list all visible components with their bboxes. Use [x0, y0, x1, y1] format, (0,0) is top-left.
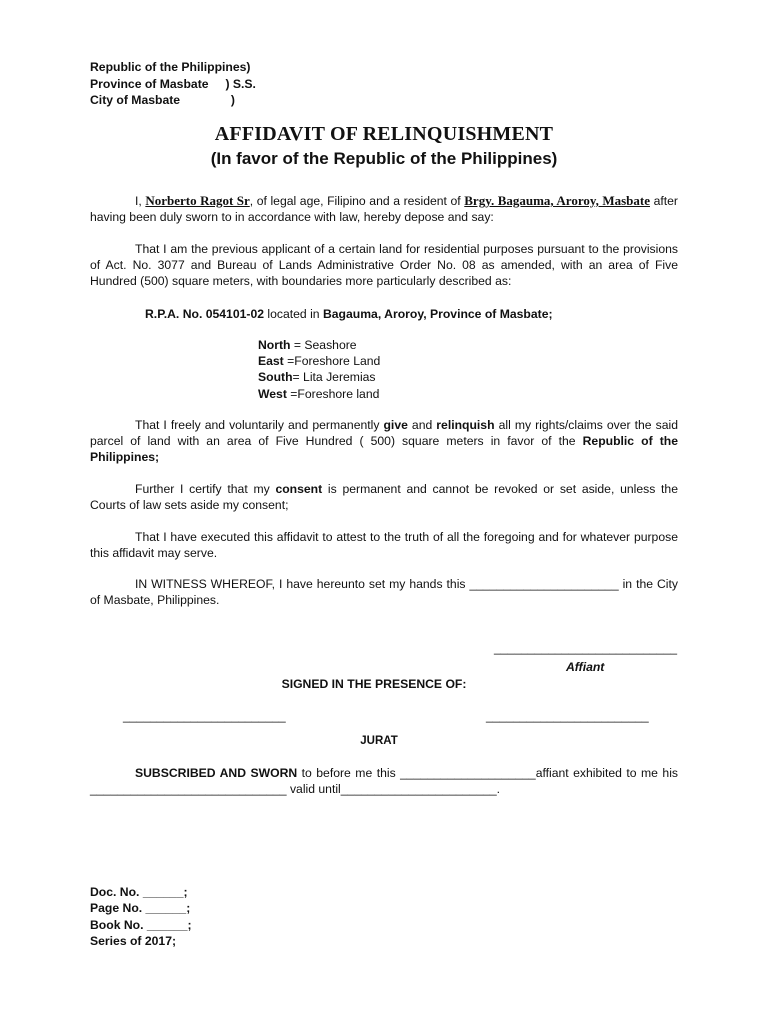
boundary-sep: =: [292, 370, 304, 385]
witness-signature-line-1: ________________________: [123, 709, 286, 723]
boundary-dir: South: [258, 370, 293, 385]
intro-paragraph: [90, 193, 678, 225]
republic-name: Republic of the Philippines;: [90, 434, 678, 464]
boundaries-list: [258, 337, 380, 402]
rpa-location: Bagauma, Aroroy, Province of Masbate;: [322, 307, 553, 321]
intro-text-1: I,: [135, 194, 146, 208]
give-text-a: That I freely and voluntarily and permanently: [135, 418, 384, 432]
boundary-value: Seashore: [304, 338, 357, 352]
venue-city: City of Masbate ): [90, 93, 235, 107]
affiant-name: Norberto Ragot Sr: [145, 193, 250, 208]
intro-text-2: , of legal age, Filipino and a resident of: [249, 194, 465, 208]
give-text-c: all my rights/claims over the said parcel of land with an area of Five Hundred ( 500) square meters in favor of the: [90, 418, 678, 448]
doc-no: Doc. No. ______;: [90, 885, 188, 899]
applicant-paragraph: That I am the previous applicant of a certain land for residential purposes pursuant to the provisions of Act. No. 3077 and Bureau of Lands Administrative Order No. 08 as amended, with an area of Five Hundred (500) square meters, with boundaries more particularly described as:: [90, 242, 678, 288]
subscribed-sworn: SUBSCRIBED AND SWORN: [135, 766, 298, 780]
series-year: Series of 2017;: [90, 933, 177, 948]
boundary-sep: =: [290, 338, 305, 352]
boundary-dir: North: [258, 338, 291, 352]
boundary-west: [258, 386, 380, 402]
give-word: give: [383, 418, 408, 432]
rpa-line: [145, 306, 553, 322]
consent-text-b: is permanent and cannot be revoked or set aside, unless the Courts of law sets aside my consent;: [90, 482, 678, 512]
boundary-east: [258, 353, 380, 369]
boundary-south: [258, 369, 380, 385]
page-no: Page No. ______;: [90, 901, 191, 916]
consent-word: consent: [275, 482, 323, 496]
notarial-register: [90, 884, 192, 949]
boundary-value: Foreshore land: [297, 386, 380, 401]
witness-paragraph: IN WITNESS WHEREOF, I have hereunto set my hands this ______________________ in the City of Masbate, Philippines.: [90, 577, 678, 607]
boundary-north: [258, 337, 380, 353]
consent-paragraph: [90, 481, 678, 513]
witness-signature-line-2: ________________________: [486, 709, 649, 723]
signed-presence-heading: SIGNED IN THE PRESENCE OF:: [281, 677, 467, 691]
relinquish-word: relinquish: [436, 418, 495, 432]
consent-text-a: Further I certify that my: [135, 482, 276, 496]
venue-province: Province of Masbate ) S.S.: [90, 76, 256, 91]
give-text-b: and: [407, 418, 437, 432]
jurat-heading: JURAT: [360, 735, 398, 747]
executed-paragraph: That I have executed this affidavit to attest to the truth of all the foregoing and for whatever purpose this affidavit may serve.: [90, 530, 678, 560]
boundary-sep: =: [283, 354, 295, 369]
intro-text-3: after having been duly sworn to in accordance with law, hereby depose and say:: [90, 194, 678, 224]
venue-header: [90, 59, 256, 109]
venue-republic: Republic of the Philippines): [90, 60, 251, 74]
subscribed-paragraph: [90, 765, 678, 797]
affiant-label: Affiant: [566, 660, 605, 674]
boundary-value: Lita Jeremias: [303, 370, 376, 385]
rpa-number: R.P.A. No. 054101-02: [145, 307, 265, 321]
affiant-address: Brgy. Bagauma, Aroroy, Masbate: [464, 193, 650, 208]
boundary-dir: East: [258, 354, 284, 369]
boundary-value: Foreshore Land: [294, 354, 381, 369]
document-title: AFFIDAVIT OF RELINQUISHMENT: [214, 123, 554, 145]
relinquish-paragraph: [90, 417, 678, 465]
affiant-signature-line: ___________________________: [494, 641, 678, 655]
book-no: Book No. ______;: [90, 917, 192, 932]
subscribed-text: to before me this ____________________affiant exhibited to me his _____________________________ valid until_______________________.: [90, 766, 678, 796]
boundary-dir: West: [258, 386, 287, 401]
rpa-mid: located in: [264, 307, 323, 321]
boundary-sep: =: [286, 386, 298, 401]
document-subtitle: (In favor of the Republic of the Philippines): [210, 149, 558, 168]
